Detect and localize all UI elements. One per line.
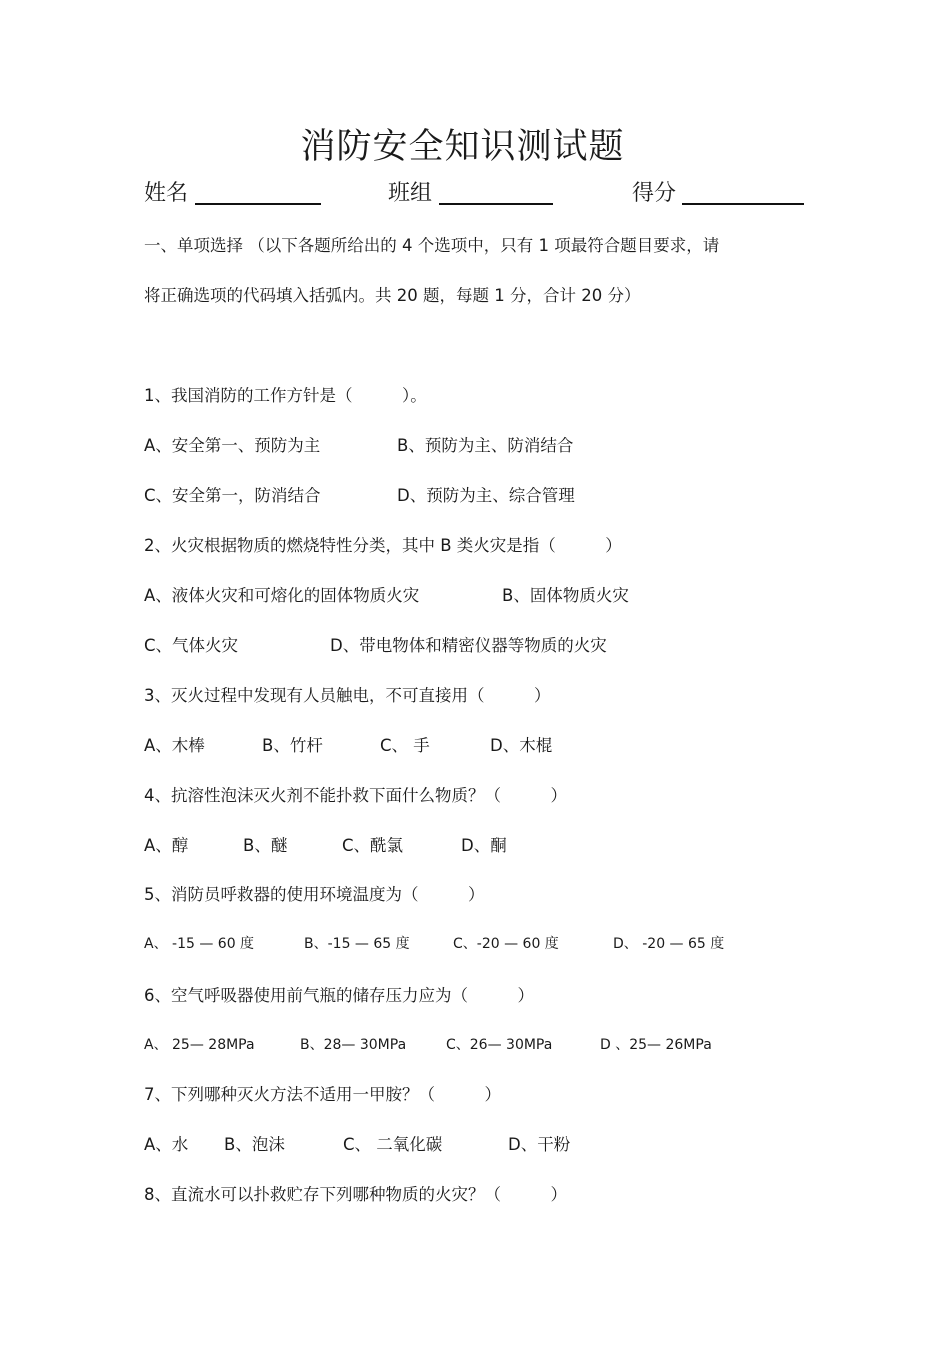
option-b: B、泡沫: [224, 1135, 285, 1154]
option-a: A、醇: [144, 836, 189, 855]
option-a: A、 25— 28MPa: [144, 1037, 255, 1053]
question-stem: 3、灭火过程中发现有人员触电，不可直接用（ ）: [144, 686, 551, 705]
option-d: D、 -20 — 65 度: [613, 936, 725, 952]
option-b: B、竹杆: [262, 736, 323, 755]
group-label: 班组: [388, 181, 433, 206]
score-label: 得分: [632, 181, 677, 206]
option-d: D、带电物体和精密仪器等物质的火灾: [330, 636, 607, 655]
option-a: A、安全第一、预防为主: [144, 436, 321, 455]
section-instructions-line1: 一、单项选择 （以下各题所给出的 4 个选项中，只有 1 项最符合题目要求，请: [144, 236, 720, 255]
option-d: D、干粉: [508, 1135, 571, 1154]
option-a: A、水: [144, 1135, 189, 1154]
option-b: B、28— 30MPa: [300, 1037, 407, 1053]
name-label: 姓名: [144, 181, 189, 206]
score-blank[interactable]: [682, 203, 804, 205]
option-a: A、木棒: [144, 736, 205, 755]
option-d: D、酮: [461, 836, 507, 855]
name-blank[interactable]: [195, 203, 321, 205]
option-b: B、-15 — 65 度: [304, 936, 410, 952]
option-b: B、预防为主、防消结合: [397, 436, 574, 455]
question-stem: 8、直流水可以扑救贮存下列哪种物质的火灾？（ ）: [144, 1185, 567, 1204]
option-c: C、安全第一，防消结合: [144, 486, 321, 505]
option-c: C、酰氯: [342, 836, 404, 855]
question-stem: 1、我国消防的工作方针是（ ）。: [144, 386, 427, 405]
option-a: A、 -15 — 60 度: [144, 936, 255, 952]
question-stem: 4、抗溶性泡沫灭火剂不能扑救下面什么物质？（ ）: [144, 786, 567, 805]
question-stem: 5、消防员呼救器的使用环境温度为（ ）: [144, 885, 485, 904]
option-b: B、固体物质火灾: [502, 586, 629, 605]
option-a: A、液体火灾和可熔化的固体物质火灾: [144, 586, 420, 605]
option-c: C、 手: [380, 736, 430, 755]
option-c: C、气体火灾: [144, 636, 239, 655]
option-c: C、26— 30MPa: [446, 1037, 553, 1053]
option-d: D、预防为主、综合管理: [397, 486, 575, 505]
question-stem: 7、下列哪种灭火方法不适用一甲胺？（ ）: [144, 1085, 501, 1104]
question-stem: 2、火灾根据物质的燃烧特性分类，其中 B 类火灾是指（ ）: [144, 536, 622, 555]
option-c: C、 二氧化碳: [343, 1135, 443, 1154]
option-d: D、木棍: [490, 736, 553, 755]
question-stem: 6、空气呼吸器使用前气瓶的储存压力应为（ ）: [144, 986, 534, 1005]
option-d: D 、25— 26MPa: [600, 1037, 712, 1053]
group-blank[interactable]: [439, 203, 553, 205]
option-c: C、-20 — 60 度: [453, 936, 559, 952]
option-b: B、醚: [243, 836, 288, 855]
page-title: 消防安全知识测试题: [300, 127, 625, 167]
section-instructions-line2: 将正确选项的代码填入括弧内。共 20 题，每题 1 分，合计 20 分）: [144, 286, 641, 305]
